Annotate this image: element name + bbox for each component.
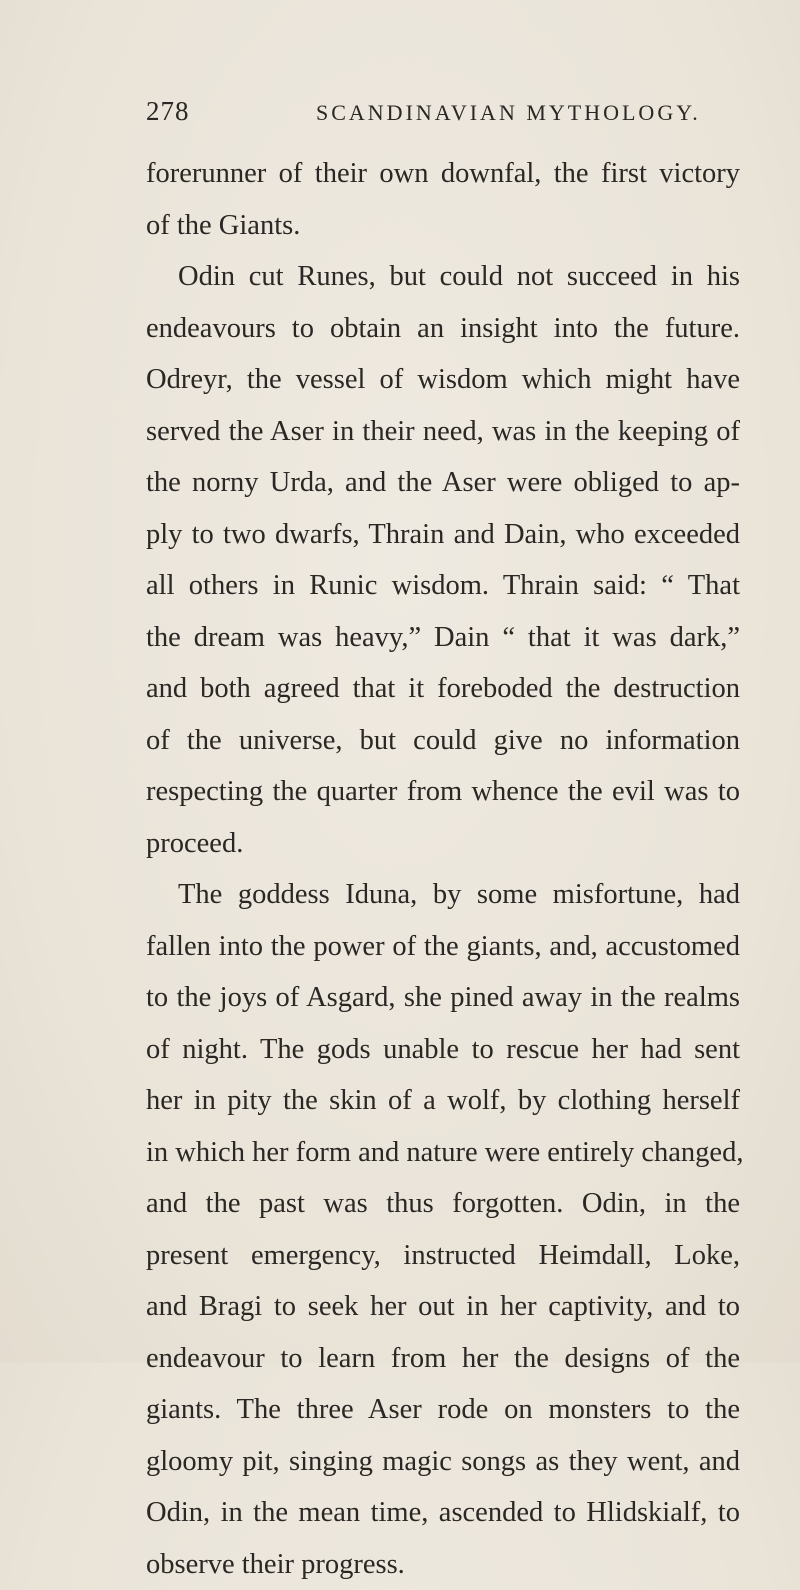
text-line: Odreyr, the vessel of wisdom which might have — [146, 354, 740, 406]
text-line: proceed. — [146, 818, 740, 870]
text-line: respecting the quarter from whence the evil was to — [146, 766, 740, 818]
text-line: Odin cut Runes, but could not succeed in his — [146, 251, 740, 303]
text-line: endeavours to obtain an insight into the future. — [146, 303, 740, 355]
text-line: observe their progress. — [146, 1539, 740, 1590]
text-line: to the joys of Asgard, she pined away in the realms — [146, 972, 740, 1024]
text-line: all others in Runic wisdom. Thrain said: “ That — [146, 560, 740, 612]
text-line: fallen into the power of the giants, and, accustomed — [146, 921, 740, 973]
text-line: the norny Urda, and the Aser were obliged to ap- — [146, 457, 740, 509]
text-line: served the Aser in their need, was in the keeping of — [146, 406, 740, 458]
running-title: SCANDINAVIAN MYTHOLOGY. — [316, 100, 701, 126]
text-line: and Bragi to seek her out in her captivity, and to — [146, 1281, 740, 1333]
text-line: of the universe, but could give no information — [146, 715, 740, 767]
text-line: her in pity the skin of a wolf, by clothing herself — [146, 1075, 740, 1127]
text-line: endeavour to learn from her the designs of the — [146, 1333, 740, 1385]
text-line: and both agreed that it foreboded the destruction — [146, 663, 740, 715]
text-line: in which her form and nature were entirely changed, — [146, 1127, 740, 1179]
text-line: present emergency, instructed Heimdall, Loke, — [146, 1230, 740, 1282]
body-text — [146, 148, 740, 1590]
running-head — [146, 96, 740, 136]
text-line: ply to two dwarfs, Thrain and Dain, who exceeded — [146, 509, 740, 561]
text-line: of the Giants. — [146, 200, 740, 252]
text-line: giants. The three Aser rode on monsters to the — [146, 1384, 740, 1436]
text-line: forerunner of their own downfal, the first victory — [146, 148, 740, 200]
text-line: the dream was heavy,” Dain “ that it was dark,” — [146, 612, 740, 664]
text-line: of night. The gods unable to rescue her had sent — [146, 1024, 740, 1076]
page-number: 278 — [146, 96, 190, 127]
text-line: and the past was thus forgotten. Odin, in the — [146, 1178, 740, 1230]
text-line: gloomy pit, singing magic songs as they went, and — [146, 1436, 740, 1488]
text-line: The goddess Iduna, by some misfortune, had — [146, 869, 740, 921]
text-line: Odin, in the mean time, ascended to Hlidskialf, to — [146, 1487, 740, 1539]
